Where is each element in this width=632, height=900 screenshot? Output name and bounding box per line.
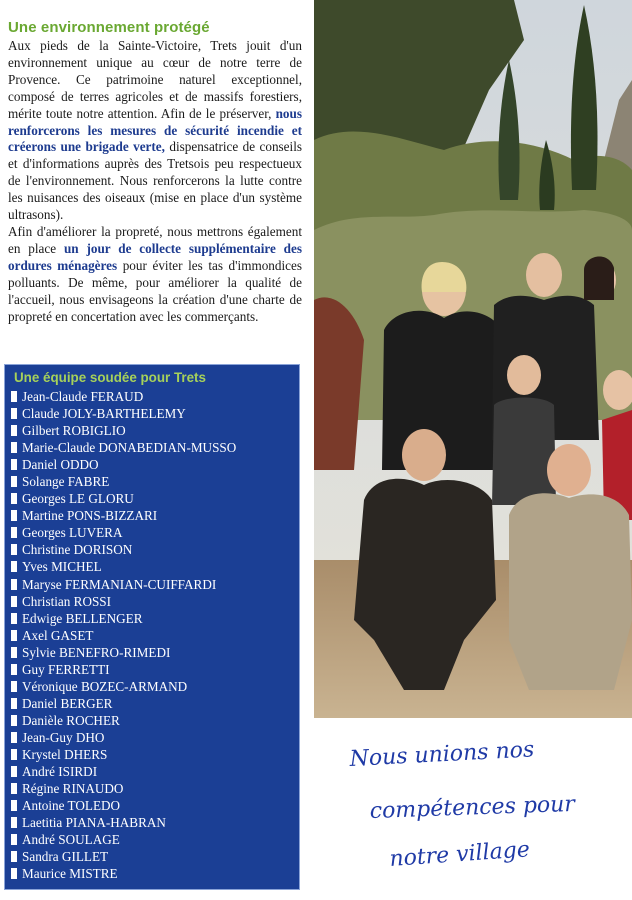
environment-paragraph-1	[8, 38, 302, 224]
team-member	[11, 848, 236, 865]
square-bullet-icon	[11, 868, 17, 879]
paragraph-2-text: Afin d'améliorer la propreté, nous mettrons également en place	[8, 223, 302, 256]
team-member-list	[11, 388, 236, 882]
square-bullet-icon	[11, 664, 17, 675]
team-member-name: Solange FABRE	[22, 474, 110, 490]
team-box	[4, 364, 300, 890]
team-heading: Une équipe soudée pour Trets	[14, 370, 206, 385]
team-member-name: Sandra GILLET	[22, 849, 109, 865]
square-bullet-icon	[11, 647, 17, 658]
team-member	[11, 541, 236, 558]
square-bullet-icon	[11, 425, 17, 436]
team-member	[11, 695, 236, 712]
team-member-name: Maryse FERMANIAN-CUIFFARDI	[22, 576, 217, 592]
team-member	[11, 507, 236, 524]
square-bullet-icon	[11, 544, 17, 555]
note-line-3: notre village	[388, 837, 531, 872]
square-bullet-icon	[11, 391, 17, 402]
square-bullet-icon	[11, 732, 17, 743]
paragraph-1-highlight: nous renforcerons les mesures de sécurité incendie et créerons une brigade verte,	[8, 105, 302, 155]
square-bullet-icon	[11, 527, 17, 538]
team-member-name: Claude JOLY-BARTHELEMY	[22, 406, 186, 422]
team-member	[11, 712, 236, 729]
square-bullet-icon	[11, 476, 17, 487]
handwritten-note	[330, 728, 620, 888]
team-member	[11, 746, 236, 763]
team-member-name: Antoine TOLEDO	[22, 798, 121, 814]
team-member-name: Marie-Claude DONABEDIAN-MUSSO	[22, 440, 237, 456]
team-member-name: Christian ROSSI	[22, 593, 112, 609]
environment-text	[8, 38, 302, 325]
square-bullet-icon	[11, 579, 17, 590]
team-member	[11, 780, 236, 797]
team-member	[11, 797, 236, 814]
square-bullet-icon	[11, 851, 17, 862]
team-member-name: Sylvie BENEFRO-RIMEDI	[22, 644, 171, 660]
square-bullet-icon	[11, 749, 17, 760]
team-member	[11, 644, 236, 661]
team-member	[11, 388, 236, 405]
square-bullet-icon	[11, 817, 17, 828]
team-member	[11, 558, 236, 575]
square-bullet-icon	[11, 800, 17, 811]
square-bullet-icon	[11, 698, 17, 709]
square-bullet-icon	[11, 510, 17, 521]
team-member	[11, 729, 236, 746]
environment-paragraph-2	[8, 224, 302, 325]
team-member-name: Régine RINAUDO	[22, 781, 124, 797]
square-bullet-icon	[11, 681, 17, 692]
team-member	[11, 763, 236, 780]
team-member-name: Jean-Guy DHO	[22, 729, 105, 745]
team-member-name: Yves MICHEL	[22, 559, 102, 575]
team-member-name: Georges LUVERA	[22, 525, 123, 541]
team-member-name: Maurice MISTRE	[22, 866, 118, 882]
team-member	[11, 831, 236, 848]
team-member-name: Christine DORISON	[22, 542, 133, 558]
team-member-name: Martine PONS-BIZZARI	[22, 508, 158, 524]
team-photo	[314, 0, 632, 718]
square-bullet-icon	[11, 630, 17, 641]
square-bullet-icon	[11, 613, 17, 624]
team-member-name: Véronique BOZEC-ARMAND	[22, 678, 188, 694]
team-member	[11, 422, 236, 439]
square-bullet-icon	[11, 715, 17, 726]
square-bullet-icon	[11, 766, 17, 777]
environment-heading: Une environnement protégé	[8, 19, 210, 36]
square-bullet-icon	[11, 442, 17, 453]
team-member	[11, 661, 236, 678]
square-bullet-icon	[11, 596, 17, 607]
team-member	[11, 473, 236, 490]
team-member-name: Laetitia PIANA-HABRAN	[22, 815, 166, 831]
team-member	[11, 593, 236, 610]
square-bullet-icon	[11, 493, 17, 504]
square-bullet-icon	[11, 561, 17, 572]
team-member-name: Krystel DHERS	[22, 746, 108, 762]
team-member-name: Guy FERRETTI	[22, 661, 110, 677]
team-member	[11, 524, 236, 541]
team-member-name: Edwige BELLENGER	[22, 610, 143, 626]
square-bullet-icon	[11, 783, 17, 794]
team-member	[11, 576, 236, 593]
team-member-name: Axel GASET	[22, 627, 94, 643]
square-bullet-icon	[11, 408, 17, 419]
team-member-name: Daniel ODDO	[22, 457, 99, 473]
paragraph-2-highlight: un jour de collecte supplémentaire des ordures ménagères	[8, 240, 302, 273]
team-member-name: Gilbert ROBIGLIO	[22, 423, 126, 439]
square-bullet-icon	[11, 459, 17, 470]
team-member-name: André SOULAGE	[22, 832, 120, 848]
team-member	[11, 456, 236, 473]
note-line-1: Nous unions nos	[349, 737, 535, 772]
square-bullet-icon	[11, 834, 17, 845]
team-member	[11, 405, 236, 422]
team-member	[11, 865, 236, 882]
team-member	[11, 814, 236, 831]
team-member-name: André ISIRDI	[22, 764, 98, 780]
team-member	[11, 490, 236, 507]
team-member-name: Jean-Claude FERAUD	[22, 389, 144, 404]
team-member	[11, 627, 236, 644]
paragraph-1-text-end: dispensatrice de conseils et d'informations auprès des Tretsois peu respectueux de l'environnement. Nous renforcerons la lutte contre les nuisances des oiseaux (mise en place d'un système ultrasons).	[8, 139, 302, 223]
paragraph-2-text-end: pour éviter les tas d'immondices polluants. De même, pour améliorer la qualité de l'accueil, nous envisageons la création d'une charte de propreté en concertation avec les commerçants.	[8, 257, 302, 324]
team-member-name: Daniel BERGER	[22, 695, 113, 711]
team-member-name: Georges LE GLORU	[22, 491, 134, 507]
team-member	[11, 439, 236, 456]
paragraph-1-text: Aux pieds de la Sainte-Victoire, Trets jouit d'un environnement unique au cœur de notre terre de Provence. Ce patrimoine naturel exceptionnel, composé de terres agricoles et de massifs forestiers, mérite toute notre attention. Afin de le préserver,	[8, 38, 302, 121]
note-line-2: compétences pour	[369, 791, 576, 824]
team-member-name: Danièle ROCHER	[22, 712, 120, 728]
team-member	[11, 610, 236, 627]
team-member	[11, 678, 236, 695]
